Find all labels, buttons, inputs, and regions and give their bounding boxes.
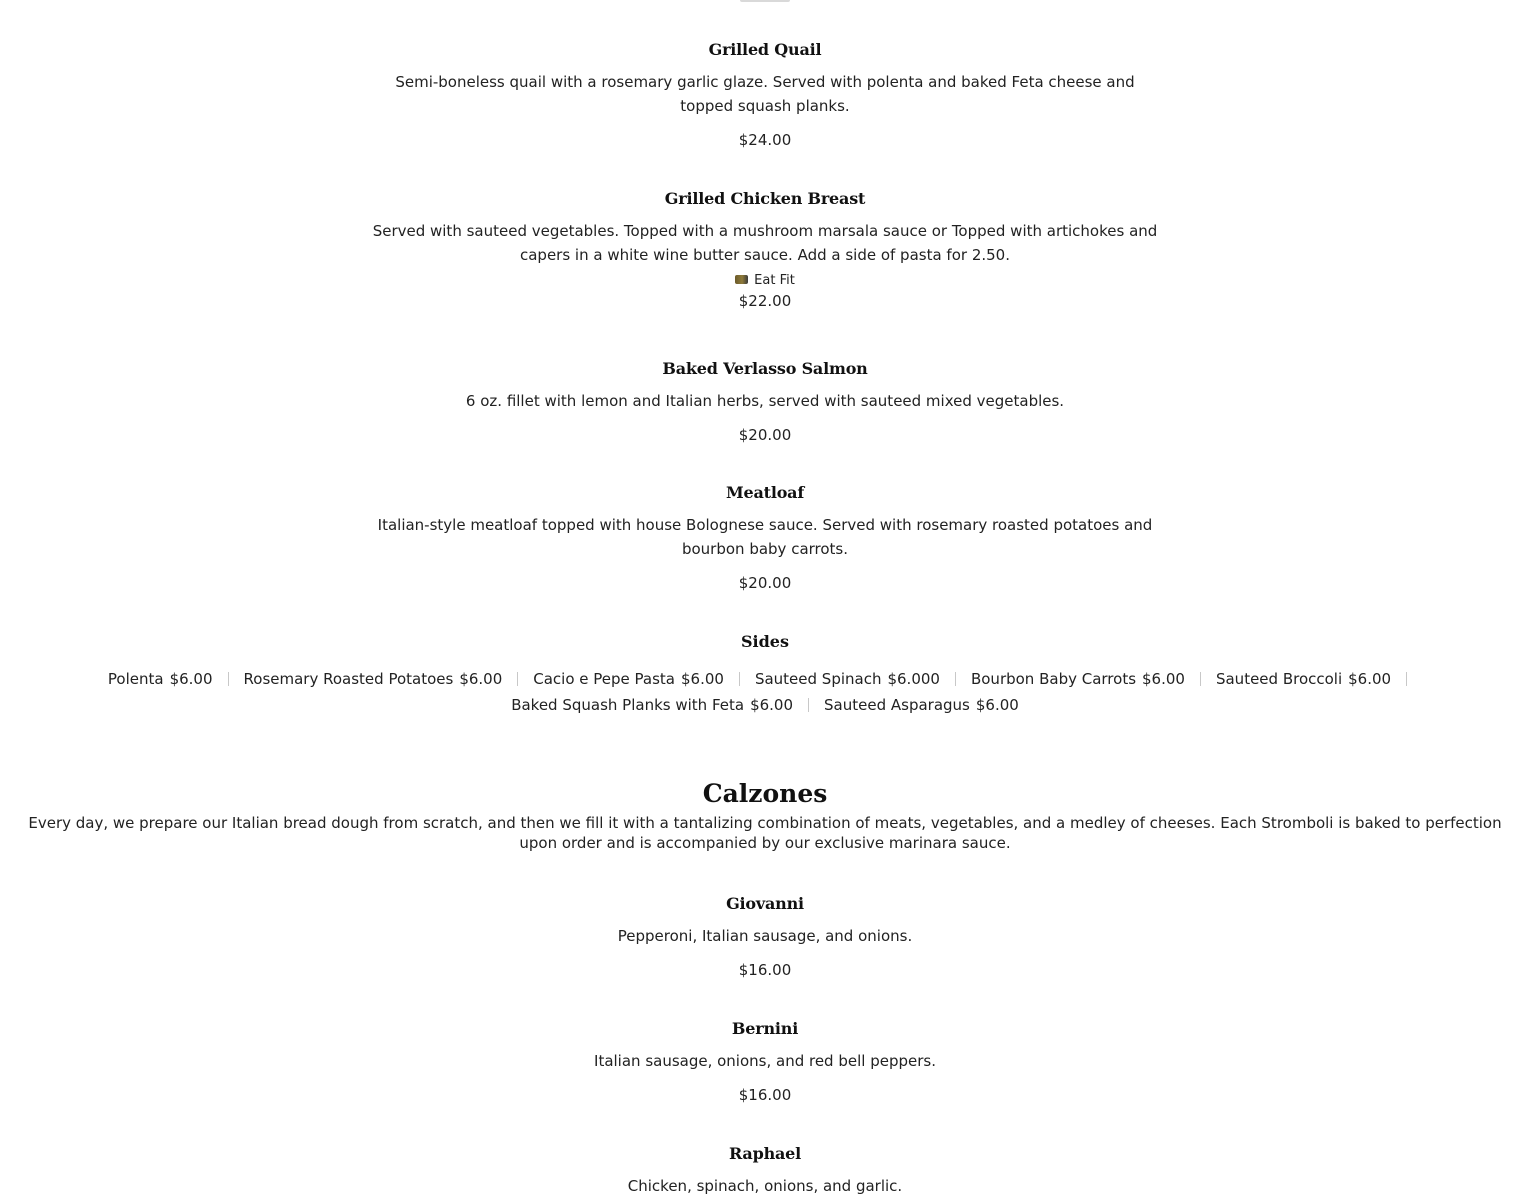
side-divider — [228, 672, 229, 686]
item-name: Grilled Chicken Breast — [664, 189, 866, 208]
side-divider — [739, 672, 740, 686]
side-item — [108, 669, 213, 689]
sides-row-1 — [0, 669, 1530, 689]
item-description: Served with sauteed vegetables. Topped with a mushroom marsala sauce or Topped with artichokes and capers in a white wine butter sauce. Add a side of pasta for 2.50. — [372, 222, 1158, 264]
side-price: $6.000 — [887, 670, 940, 688]
item-description: Semi-boneless quail with a rosemary garlic glaze. Served with polenta and baked Feta cheese and topped squash planks. — [395, 73, 1135, 115]
side-price: $6.00 — [750, 696, 794, 714]
side-price: $6.00 — [1348, 670, 1392, 688]
side-price: $6.00 — [1142, 670, 1185, 688]
sides-row-2 — [0, 695, 1530, 715]
item-name: Giovanni — [726, 894, 804, 913]
item-name: Raphael — [728, 1144, 802, 1163]
side-item — [511, 695, 793, 715]
item-name: Meatloaf — [725, 483, 805, 502]
side-divider — [517, 672, 518, 686]
side-name: Sauteed Broccoli — [1215, 670, 1343, 688]
side-name: Baked Squash Planks with Feta — [511, 696, 745, 714]
side-name: Sauteed Spinach — [754, 670, 882, 688]
eat-fit-tag — [365, 272, 1165, 290]
side-item — [824, 695, 1019, 715]
side-divider — [955, 672, 956, 686]
item-description: Chicken, spinach, onions, and garlic. — [627, 1177, 903, 1195]
calzones-description: Every day, we prepare our Italian bread dough from scratch, and then we fill it with a tantalizing combination of meats, vegetables, and a medley of cheeses. Each Stromboli is baked to perfection upon order and is accompanied by our exclusive marinara sauce. — [28, 814, 1502, 852]
item-name: Grilled Quail — [708, 40, 822, 59]
side-item — [1216, 669, 1391, 689]
item-description: 6 oz. fillet with lemon and Italian herbs, served with sauteed mixed vegetables. — [465, 392, 1065, 410]
side-name: Sauteed Asparagus — [824, 696, 970, 714]
item-price: $24.00 — [738, 131, 792, 149]
side-divider — [808, 698, 809, 712]
side-price: $6.00 — [681, 670, 724, 688]
eat-fit-icon — [735, 275, 748, 284]
side-item — [244, 669, 503, 689]
item-description: Italian-style meatloaf topped with house Bolognese sauce. Served with rosemary roasted potatoes and bourbon baby carrots. — [377, 516, 1153, 558]
menu-item-grilled-chicken-breast — [365, 189, 1165, 311]
menu-item-bernini — [365, 1019, 1165, 1105]
side-name: Rosemary Roasted Potatoes — [243, 670, 454, 688]
menu-item-meatloaf — [365, 483, 1165, 593]
side-price: $6.00 — [975, 696, 1019, 714]
side-item — [971, 669, 1185, 689]
side-item — [755, 669, 940, 689]
item-name: Bernini — [731, 1019, 799, 1038]
side-name: Bourbon Baby Carrots — [970, 670, 1137, 688]
side-price: $6.00 — [459, 670, 503, 688]
item-description: Pepperoni, Italian sausage, and onions. — [617, 927, 913, 945]
side-name: Cacio e Pepe Pasta — [533, 670, 675, 688]
item-price: $16.00 — [738, 961, 792, 979]
item-price: $20.00 — [738, 426, 792, 444]
side-name: Polenta — [107, 670, 164, 688]
side-divider — [1200, 672, 1201, 686]
menu-item-raphael — [365, 1144, 1165, 1198]
side-price: $6.00 — [169, 670, 213, 688]
menu-item-baked-verlasso-salmon — [365, 359, 1165, 445]
item-price: $22.00 — [738, 292, 792, 310]
item-price: $20.00 — [738, 574, 792, 592]
side-divider — [1406, 672, 1407, 686]
menu-item-giovanni — [365, 894, 1165, 980]
sides-heading: Sides — [740, 632, 789, 651]
menu-item-grilled-quail — [365, 40, 1165, 150]
calzones-heading: Calzones — [702, 779, 828, 808]
item-description: Italian sausage, onions, and red bell peppers. — [594, 1052, 936, 1070]
cropped-divider — [740, 0, 790, 2]
item-name: Baked Verlasso Salmon — [662, 359, 868, 378]
item-price: $16.00 — [738, 1086, 792, 1104]
side-item — [533, 669, 724, 689]
tag-label: Eat Fit — [754, 273, 795, 288]
